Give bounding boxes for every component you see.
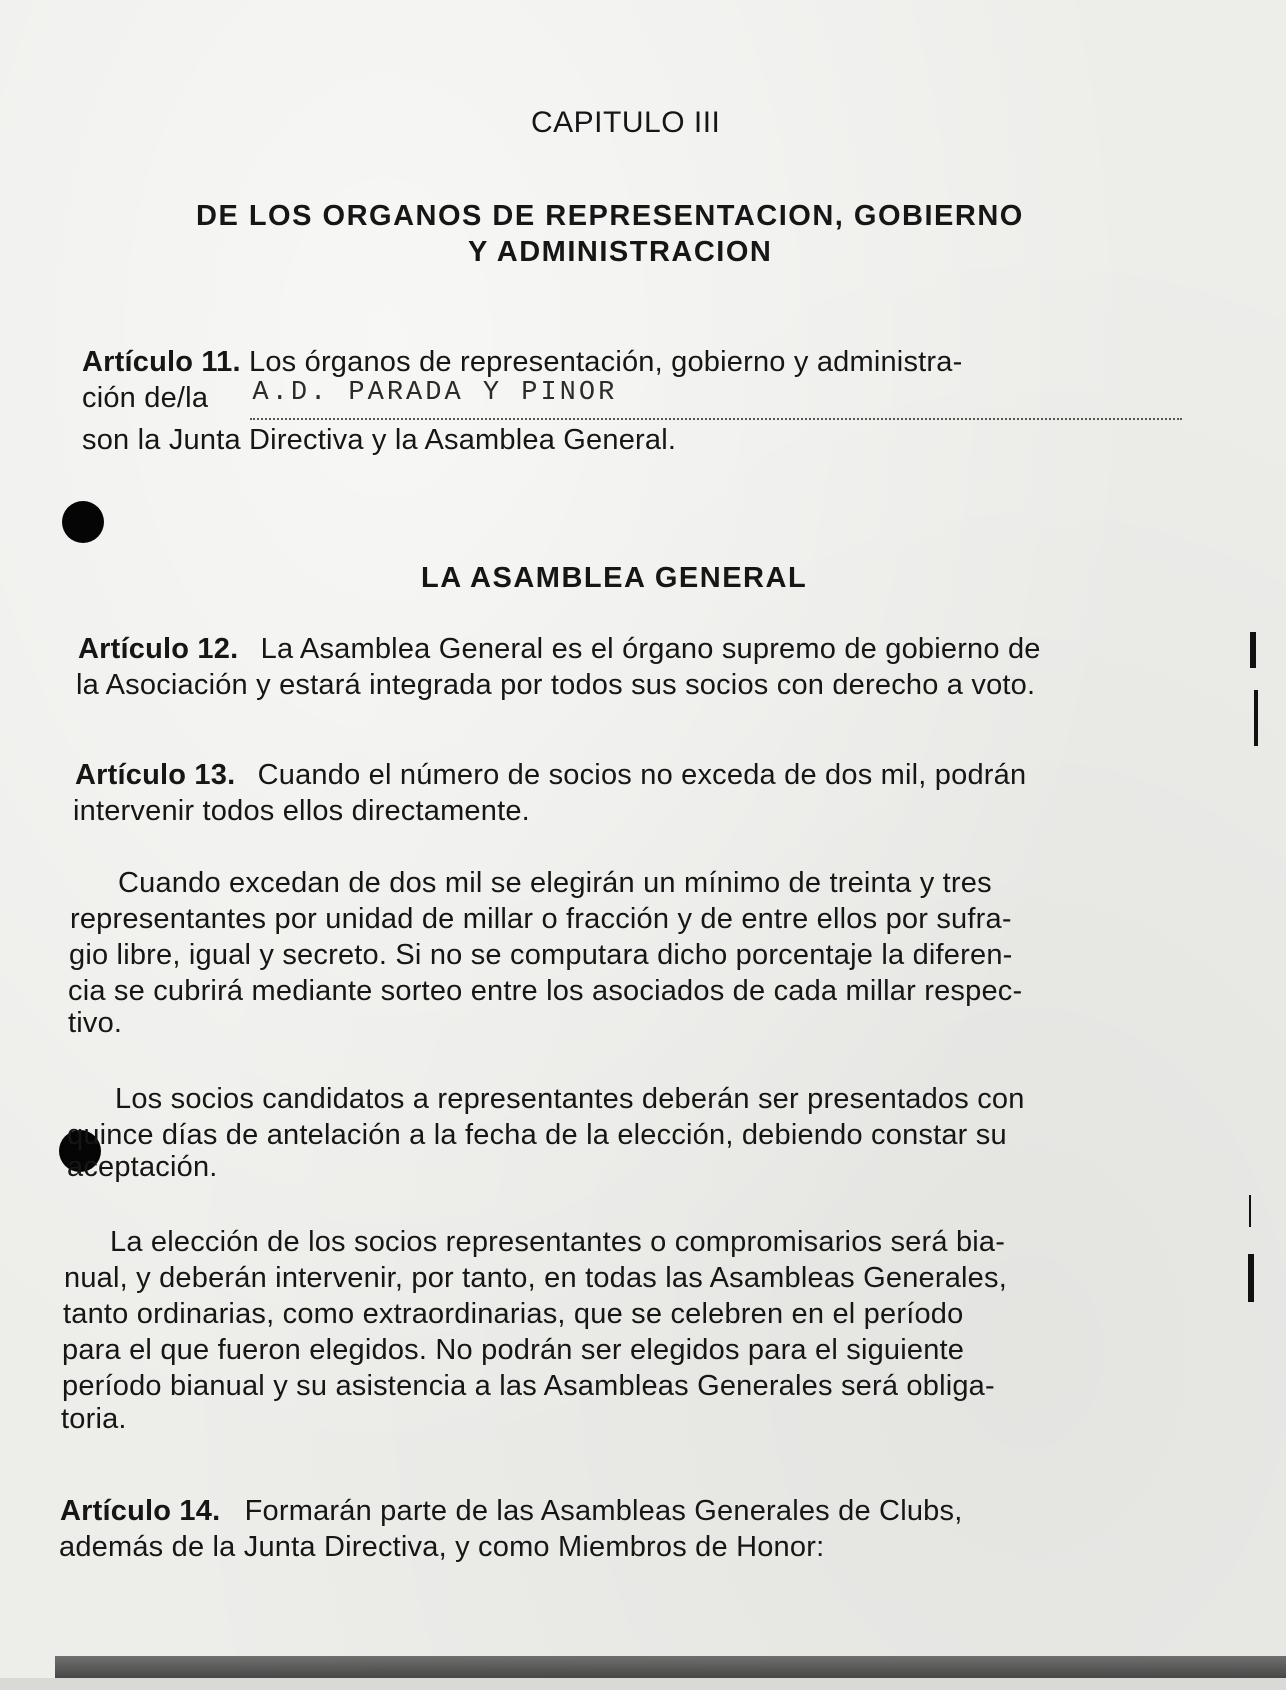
margin-mark [1248,1254,1254,1302]
article-12-line-2: la Asociación y estará integrada por todos sus socios con derecho a voto. [76,669,1036,701]
article-14-label: Artículo 14. [60,1495,221,1527]
paragraph-1-line-3: gio libre, igual y secreto. Si no se computara dicho porcentaje la diferen- [69,939,1013,971]
paragraph-3-line-4: para el que fueron elegidos. No podrán ser elegidos para el siguiente [62,1334,965,1366]
article-13 [75,758,1026,792]
article-13-line-2: intervenir todos ellos directamente. [73,795,530,827]
article-12 [78,632,1041,666]
paragraph-2-line-2: quince días de antelación a la fecha de la elección, debiendo constar su [67,1119,1007,1151]
article-11-label: Artículo 11. [82,346,241,378]
paragraph-1-line-1: Cuando excedan de dos mil se elegirán un mínimo de treinta y tres [118,867,992,899]
paragraph-2-line-3: aceptación. [67,1151,218,1183]
paragraph-3-line-3: tanto ordinarias, como extraordinarias, que se celebren en el período [63,1298,964,1330]
paragraph-3-line-2: nual, y deberán intervenir, por tanto, en todas las Asambleas Generales, [64,1262,1007,1294]
assembly-heading: LA ASAMBLEA GENERAL [421,562,808,594]
paragraph-3-line-6: toria. [61,1403,127,1435]
section-title-line-1: DE LOS ORGANOS DE REPRESENTACION, GOBIERNO [196,200,1024,232]
article-12-line-1: La Asamblea General es el órgano supremo de gobierno de [260,633,1041,665]
paragraph-1-line-5: tivo. [68,1007,123,1039]
margin-mark [1254,690,1258,746]
paragraph-3-line-5: período bianual y su asistencia a las Asambleas Generales será obliga- [62,1370,995,1402]
punch-hole-top [62,501,104,543]
paragraph-2-line-1: Los socios candidatos a representantes deberán ser presentados con [115,1083,1025,1115]
article-14-line-1: Formarán parte de las Asambleas Generales de Clubs, [244,1495,963,1527]
scan-edge [55,1656,1286,1678]
article-11 [82,345,962,379]
paragraph-3-line-1: La elección de los socios representantes o compromisarios será bia- [110,1226,1006,1258]
article-11-line-1: Los órganos de representación, gobierno y administra- [249,346,963,378]
margin-mark [1250,632,1256,668]
article-14 [60,1494,962,1528]
club-name-field: A.D. PARADA Y PINOR [252,378,618,408]
section-title-line-2: Y ADMINISTRACION [468,236,773,268]
paragraph-1-line-4: cia se cubrirá mediante sorteo entre los asociados de cada millar respec- [68,975,1023,1007]
article-12-label: Artículo 12. [78,633,239,665]
club-name-dotted-line [250,418,1182,420]
article-13-line-1: Cuando el número de socios no exceda de dos mil, podrán [257,759,1027,791]
article-11-line-2-prefix: ción de/la [82,382,209,414]
paragraph-1-line-2: representantes por unidad de millar o fracción y de entre ellos por sufra- [70,903,1012,935]
article-11-line-3: son la Junta Directiva y la Asamblea General. [82,424,677,456]
chapter-title: CAPITULO III [531,106,721,139]
article-14-line-2: además de la Junta Directiva, y como Miembros de Honor: [59,1531,825,1563]
scan-edge-strip [0,1678,1286,1690]
margin-mark [1249,1195,1251,1227]
article-13-label: Artículo 13. [75,759,236,791]
article-11-line-2 [82,378,618,418]
